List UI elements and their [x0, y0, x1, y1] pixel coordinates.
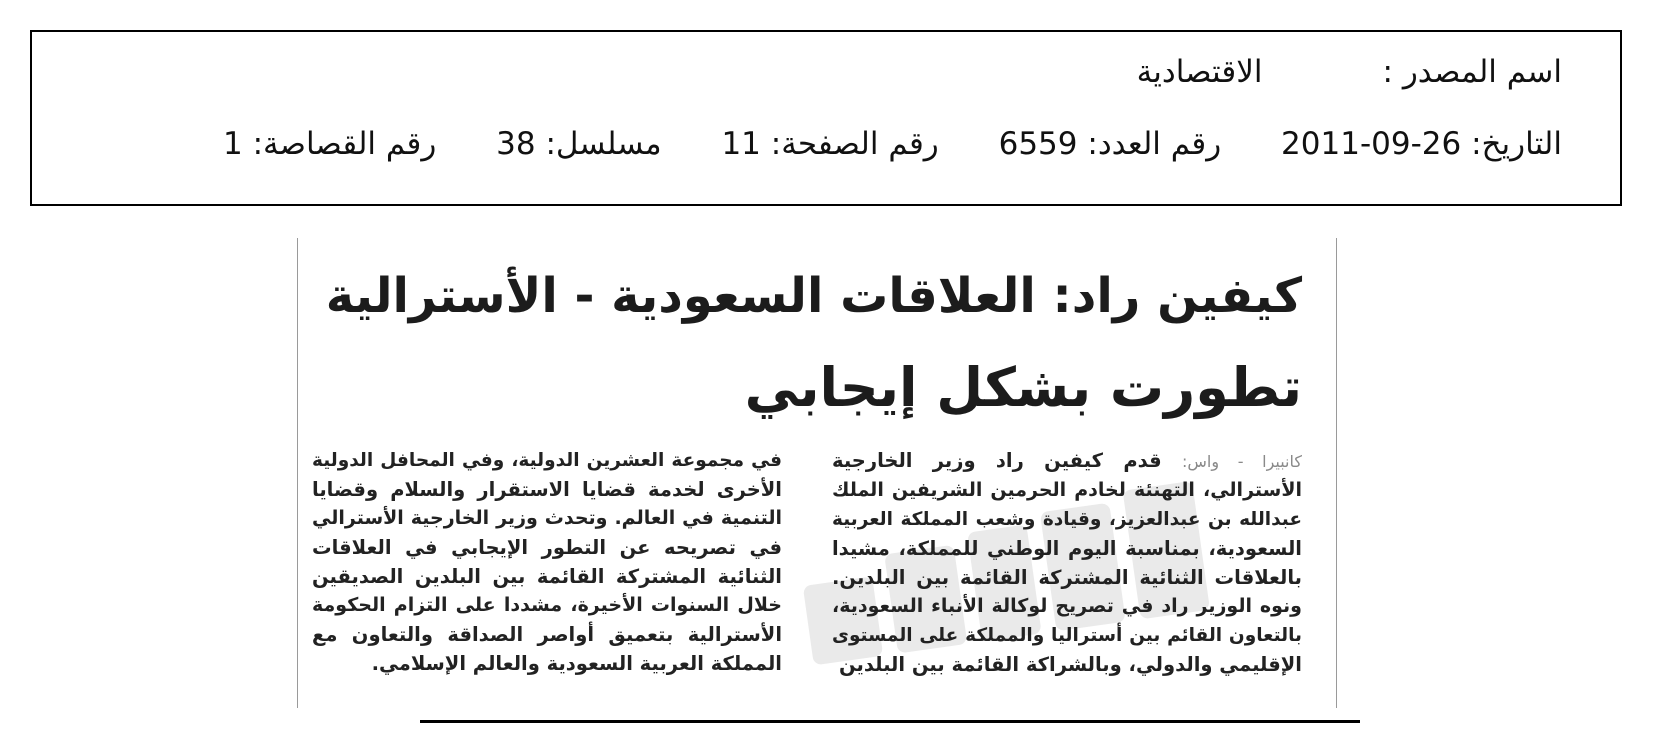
column-line: الأخرى لخدمة قضايا الاستقرار والسلام وقضايا	[312, 478, 782, 501]
clip-number-label: رقم القصاصة:	[252, 126, 437, 162]
source-value: الاقتصادية	[1136, 54, 1263, 90]
serial-value: 38	[496, 126, 536, 162]
serial-label: مسلسل:	[545, 126, 662, 162]
column-line: في مجموعة العشرين الدولية، وفي المحافل الدولية	[312, 450, 782, 471]
column-line: عبدالله بن عبدالعزيز، وقيادة وشعب المملكة العربية	[832, 509, 1302, 530]
headline-line-2: تطورت بشكل إيجابي	[744, 356, 1302, 419]
issue-label: رقم العدد:	[1087, 126, 1222, 162]
bottom-divider	[420, 720, 1360, 723]
column-line: الثنائية المشتركة القائمة بين البلدين الصديقين	[312, 565, 782, 588]
column-line: بالعلاقات الثنائية المشتركة القائمة بين البلدين.	[832, 566, 1302, 589]
page-value: 11	[721, 126, 761, 162]
clipping-metadata-box	[30, 30, 1622, 206]
date-value: 2011-09-26	[1281, 126, 1462, 162]
clip-border-right	[1336, 238, 1337, 708]
column-line: التنمية في العالم. وتحدث وزير الخارجية الأسترالي	[312, 507, 782, 529]
source-label: اسم المصدر :	[1382, 54, 1562, 90]
clip-border-left	[297, 238, 298, 708]
article-column-left	[312, 446, 782, 678]
column-line: خلال السنوات الأخيرة، مشددا على التزام الحكومة	[312, 594, 782, 616]
column-line-text: قدم كيفين راد وزير الخارجية	[832, 449, 1162, 472]
article-headline	[322, 250, 1302, 434]
clip-number-value: 1	[222, 126, 243, 162]
column-line: الإقليمي والدولي، وبالشراكة القائمة بين البلدين	[839, 653, 1302, 676]
column-line: في تصريحه عن التطور الإيجابي في العلاقات	[312, 536, 782, 559]
column-line: الأسترالية بتعميق أواصر الصداقة والتعاون مع	[312, 623, 782, 646]
article-column-right	[832, 446, 1302, 679]
date-label: التاريخ:	[1471, 126, 1562, 162]
column-line: السعودية، بمناسبة اليوم الوطني للمملكة، مشيدا	[832, 537, 1302, 560]
column-line: بالتعاون القائم بين أستراليا والمملكة على المستوى	[832, 625, 1302, 646]
page-label: رقم الصفحة:	[770, 126, 939, 162]
issue-value: 6559	[998, 126, 1078, 162]
column-line: ونوه الوزير راد في تصريح لوكالة الأنباء السعودية،	[832, 595, 1302, 617]
details-row	[223, 126, 1562, 162]
column-line: المملكة العربية السعودية والعالم الإسلامي.	[371, 652, 782, 675]
headline-line-1: كيفين راد: العلاقات السعودية - الأسترالية	[325, 268, 1302, 324]
column-line: الأسترالي، التهنئة لخادم الحرمين الشريفين الملك	[832, 479, 1302, 501]
column-line	[832, 446, 1302, 476]
dateline: كانبيرا - واس:	[1182, 452, 1302, 471]
newspaper-clipping	[295, 238, 1340, 708]
source-row	[1137, 54, 1562, 90]
